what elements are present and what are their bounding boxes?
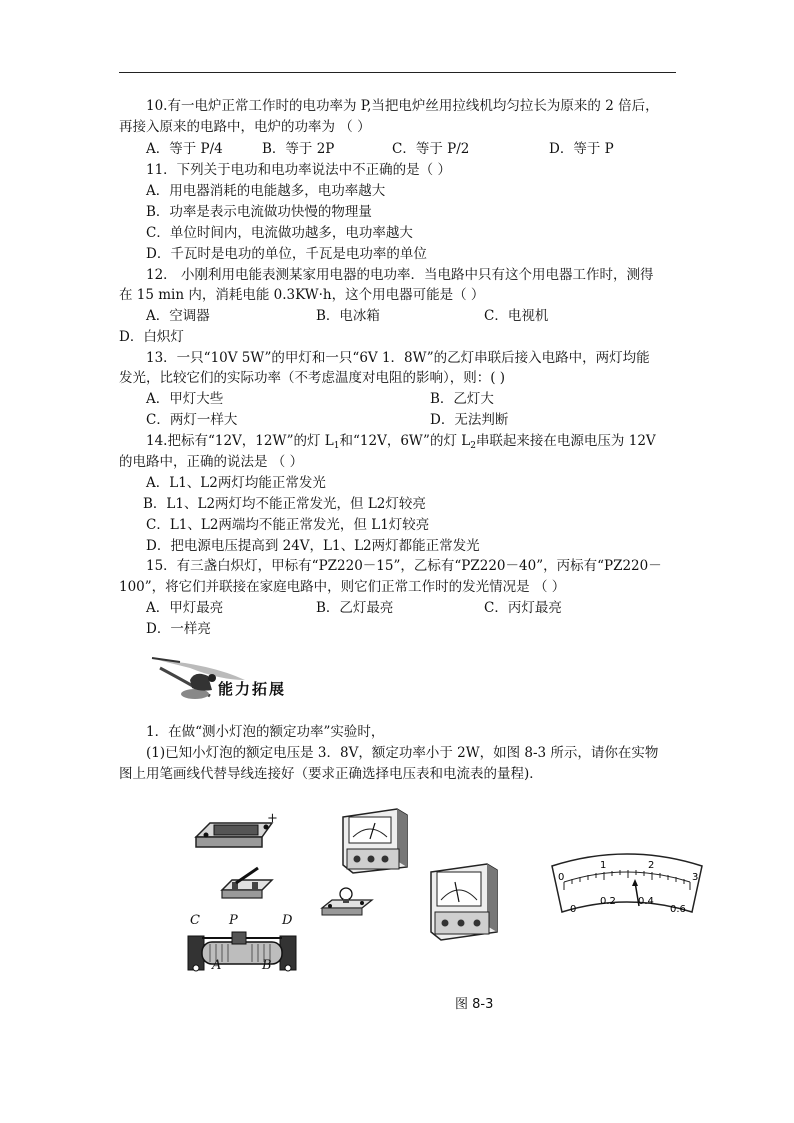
bulb-icon (318, 886, 376, 920)
q10-option-a: A．等于 P/4 (146, 141, 223, 157)
q13-line1: 13．一只“10V 5W”的甲灯和一只“6V 1．8W”的乙灯串联后接入电路中，两灯均能 (146, 350, 650, 366)
q15-option-d: D．一样亮 (146, 621, 211, 637)
rheostat-label-p: P (229, 913, 238, 928)
q13-option-b: B．乙灯大 (430, 391, 494, 407)
q14-option-d: D．把电源电压提高到 24V，L1、L2两灯都能正常发光 (146, 538, 480, 554)
q14-option-b: B．L1、L2两灯均不能正常发光，但 L2灯较亮 (143, 496, 426, 512)
q10-option-d: D．等于 P (549, 141, 614, 157)
q12-option-b: B．电冰箱 (316, 308, 380, 324)
dial-top-2: 2 (648, 860, 655, 871)
q11-option-b: B．功率是表示电流做功快慢的物理量 (146, 204, 372, 220)
q13-option-d: D．无法判断 (430, 412, 509, 428)
dial-top-0: 0 (558, 872, 565, 883)
rheostat-label-b: B (262, 958, 272, 973)
dial-top-1: 1 (600, 860, 607, 871)
q15-option-a: A．甲灯最亮 (146, 600, 224, 616)
q12-option-a: A．空调器 (146, 308, 210, 324)
q14-line1-part-c: 串联起来接在电源电压为 12V (475, 433, 656, 449)
rheostat-label-d: D (282, 913, 293, 928)
q15-option-c: C．丙灯最亮 (484, 600, 562, 616)
q14-sub-2: 2 (470, 441, 476, 451)
q13-option-a: A．甲灯大些 (146, 391, 224, 407)
ammeter-icon (425, 860, 501, 944)
q12-option-c: C．电视机 (484, 308, 549, 324)
q10-line2: 再接入原来的电路中，电炉的功率为 （ ） (119, 119, 371, 135)
q15-line2: 100”，将它们并联接在家庭电路中，则它们正常工作时的发光情况是 （ ） (119, 579, 566, 595)
q12-line1: 12． 小刚利用电能表测某家用电器的电功率．当电路中只有这个用电器工作时，测得 (146, 267, 654, 283)
voltmeter-icon (337, 807, 413, 877)
dial-bottom-3: 0.6 (670, 904, 686, 915)
q11-stem: 11．下列关于电功和电功率说法中不正确的是（ ） (146, 162, 451, 178)
q12-option-d: D．白炽灯 (119, 329, 184, 345)
dial-bottom-2: 0.4 (638, 896, 654, 907)
ext1-part1-line2: 图上用笔画线代替导线连接好（要求正确选择电压表和电流表的量程)． (119, 766, 543, 782)
rheostat-icon (186, 928, 298, 974)
dial-top-3: 3 (692, 872, 699, 883)
q12-line2: 在 15 min 内，消耗电能 0.3KW·h，这个用电器可能是（ ） (119, 287, 485, 303)
q11-option-c: C．单位时间内，电流做功越多，电功率越大 (146, 225, 413, 241)
q10-line1: 10.有一电炉正常工作时的电功率为 P,当把电炉丝用拉线机均匀拉长为原来的 2 倍后， (146, 98, 659, 114)
q11-option-a: A．用电器消耗的电能越多，电功率越大 (146, 183, 386, 199)
q14-line2: 的电路中，正确的说法是 （ ） (119, 454, 304, 470)
rheostat-label-a: A (212, 958, 222, 973)
q13-option-c: C．两灯一样大 (146, 412, 238, 428)
ext1-stem: 1．在做“测小灯泡的额定功率”实验时， (146, 724, 385, 740)
q13-line2: 发光，比较它们的实际功率（不考虑温度对电阻的影响），则：( ) (119, 370, 506, 386)
q10-option-c: C．等于 P/2 (392, 141, 470, 157)
q14-option-c: C．L1、L2两端均不能正常发光，但 L1灯较亮 (146, 517, 430, 533)
q14-line1-part-a: 14.把标有“12V，12W”的灯 L (146, 433, 334, 449)
q15-line1: 15．有三盏白炽灯，甲标有“PZ220－15”，乙标有“PZ220－40”，丙标有“PZ220－ (146, 558, 662, 574)
rheostat-label-c: C (190, 913, 200, 928)
dial-bottom-0: 0 (570, 904, 577, 915)
q14-sub-1: 1 (333, 441, 340, 451)
q14-option-a: A．L1、L2两灯均能正常发光 (146, 475, 326, 491)
q15-option-b: B．乙灯最亮 (316, 600, 394, 616)
q10-option-b: B．等于 2P (262, 141, 335, 157)
header-rule (119, 72, 676, 73)
battery-plus-label: + (267, 811, 278, 826)
figure-caption: 图 8-3 (455, 997, 494, 1012)
switch-icon (218, 866, 274, 906)
q14-line1-part-b: 和“12V，6W”的灯 L (339, 433, 471, 449)
dial-bottom-1: 0.2 (600, 896, 616, 907)
ext1-part1-line1: (1)已知小灯泡的额定电压是 3．8V，额定功率小于 2W，如图 8-3 所示，请你在实物 (146, 745, 659, 761)
meter-scale-dial (542, 846, 712, 924)
q11-option-d: D．千瓦时是电功的单位，千瓦是电功率的单位 (146, 246, 427, 262)
section-title: 能力拓展 (218, 680, 287, 698)
